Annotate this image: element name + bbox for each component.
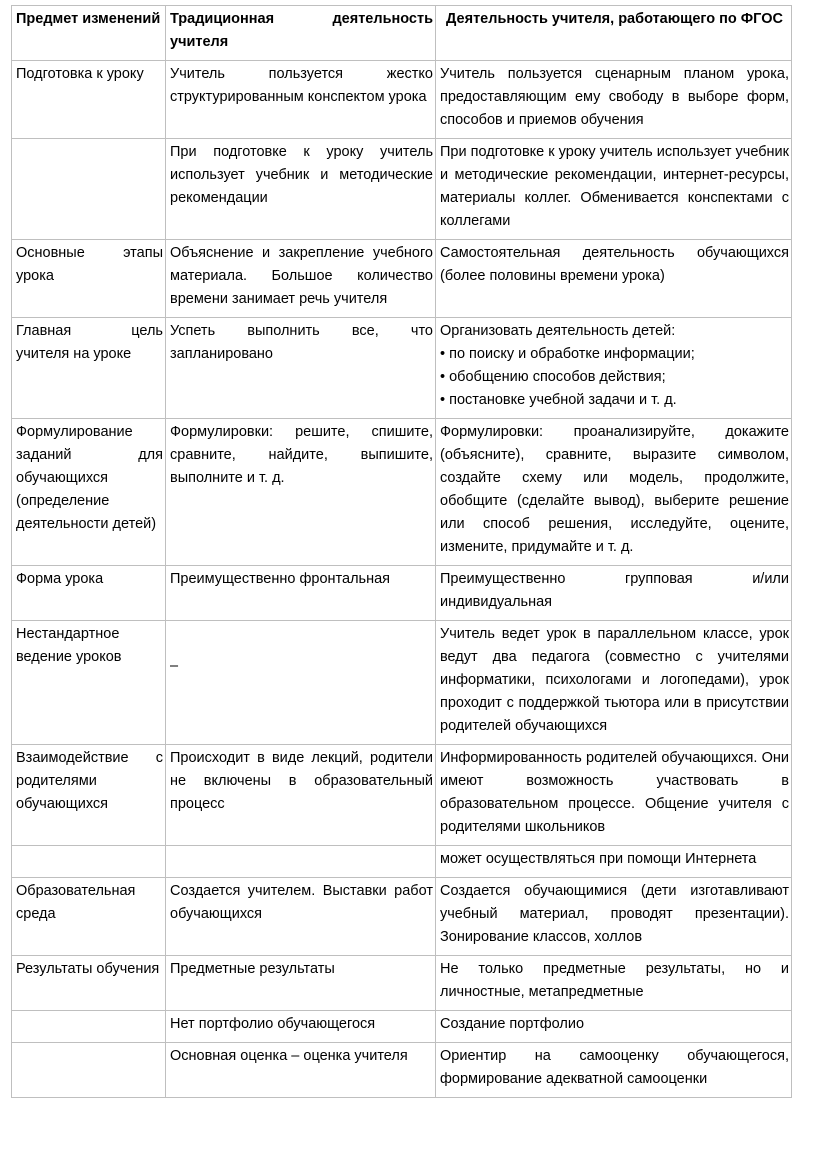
row-subject — [12, 1043, 166, 1098]
table-row — [12, 566, 792, 621]
table-row — [12, 1043, 792, 1098]
comparison-table — [11, 5, 792, 1098]
table-row — [12, 61, 792, 139]
table-row — [12, 240, 792, 318]
row-traditional: Преимущественно фронтальная — [166, 566, 436, 621]
row-subject — [12, 1011, 166, 1043]
dash-placeholder: – — [170, 658, 179, 674]
row-subject: Главная цель учителя на уроке — [12, 318, 166, 419]
row-fgos: Формулировки: проанализируйте, докажите (объясните), сравните, выразите символом, создайте схему или модель, продолжите, обобщите (сделайте вывод), выберите решение или способ решения, исследуйте, оцените, измените, придумайте и т. д. — [436, 419, 792, 566]
row-subject: Взаимодействие с родителями обучающихся — [12, 745, 166, 846]
row-fgos: Информированность родителей обучающихся. Они имеют возможность участвовать в образовательном процессе. Общение учителя с родителями школьников — [436, 745, 792, 846]
row-fgos: Создается обучающимися (дети изготавливают учебный материал, проводят презентации). Зонирование классов, холлов — [436, 878, 792, 956]
row-fgos: Учитель пользуется сценарным планом урока, предоставляющим ему свободу в выборе форм, способов и приемов обучения — [436, 61, 792, 139]
row-traditional: Основная оценка – оценка учителя — [166, 1043, 436, 1098]
row-subject — [12, 139, 166, 240]
table-row — [12, 139, 792, 240]
table-row — [12, 419, 792, 566]
row-traditional: Нет портфолио обучающегося — [166, 1011, 436, 1043]
document-page — [11, 5, 791, 1098]
row-fgos: Учитель ведет урок в параллельном классе, урок ведут два педагога (совместно с учителями информатики, психологами и логопедами), урок проходит с поддержкой тьютора или в присутствии родителей обучающихся — [436, 621, 792, 745]
header-row — [12, 6, 792, 61]
row-traditional — [166, 621, 436, 745]
row-traditional: Успеть выполнить все, что запланировано — [166, 318, 436, 419]
row-traditional: Учитель пользуется жестко структурированным конспектом урока — [166, 61, 436, 139]
row-traditional: Формулировки: решите, спишите, сравните, найдите, выпишите, выполните и т. д. — [166, 419, 436, 566]
row-subject: Образовательная среда — [12, 878, 166, 956]
list-item: • постановке учебной задачи и т. д. — [440, 389, 789, 412]
table-row — [12, 1011, 792, 1043]
row-fgos: Преимущественно групповая и/или индивидуальная — [436, 566, 792, 621]
row-fgos: При подготовке к уроку учитель использует учебник и методические рекомендации, интернет-ресурсы, материалы коллег. Обменивается конспектами с коллегами — [436, 139, 792, 240]
header-fgos-text: Деятельность учителя, работающего по ФГОС — [446, 11, 783, 27]
header-fgos — [436, 6, 792, 61]
row-fgos: Не только предметные результаты, но и личностные, метапредметные — [436, 956, 792, 1011]
row-traditional: Происходит в виде лекций, родители не включены в образовательный процесс — [166, 745, 436, 846]
table-row — [12, 878, 792, 956]
row-traditional: Предметные результаты — [166, 956, 436, 1011]
bullet-list — [440, 343, 789, 412]
row-subject: Нестандартное ведение уроков — [12, 621, 166, 745]
row-subject: Подготовка к уроку — [12, 61, 166, 139]
row-subject: Результаты обучения — [12, 956, 166, 1011]
row-fgos: может осуществляться при помощи Интернета — [436, 846, 792, 878]
list-item: • по поиску и обработке информации; — [440, 343, 789, 366]
row-subject: Форма урока — [12, 566, 166, 621]
table-row — [12, 318, 792, 419]
table-row — [12, 846, 792, 878]
list-item: • обобщению способов действия; — [440, 366, 789, 389]
row-fgos — [436, 318, 792, 419]
row-fgos: Ориентир на самооценку обучающегося, формирование адекватной самооценки — [436, 1043, 792, 1098]
table-row — [12, 621, 792, 745]
table-row — [12, 745, 792, 846]
row-fgos: Создание портфолио — [436, 1011, 792, 1043]
row-subject: Формулирование заданий для обучающихся (определение деятельности детей) — [12, 419, 166, 566]
row-fgos-intro: Организовать деятельность детей: — [440, 323, 676, 339]
header-subject: Предмет изменений — [12, 6, 166, 61]
row-subject: Основные этапы урока — [12, 240, 166, 318]
row-traditional: Объяснение и закрепление учебного материала. Большое количество времени занимает речь учителя — [166, 240, 436, 318]
header-traditional: Традиционная деятельность учителя — [166, 6, 436, 61]
row-fgos: Самостоятельная деятельность обучающихся (более половины времени урока) — [436, 240, 792, 318]
row-traditional: При подготовке к уроку учитель использует учебник и методические рекомендации — [166, 139, 436, 240]
row-subject — [12, 846, 166, 878]
table-row — [12, 956, 792, 1011]
row-traditional: Создается учителем. Выставки работ обучающихся — [166, 878, 436, 956]
row-traditional — [166, 846, 436, 878]
